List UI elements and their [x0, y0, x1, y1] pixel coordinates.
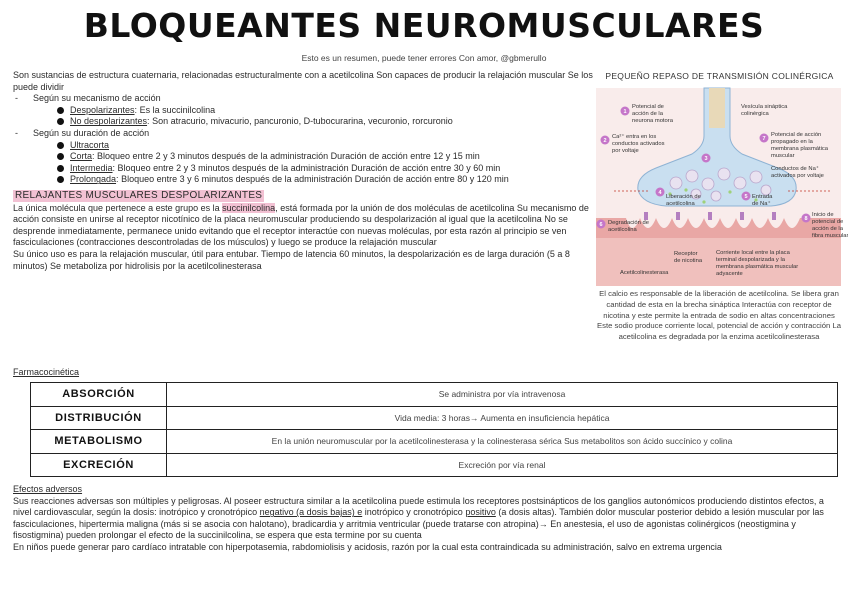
- label-acetylcholinesterase: Acetilcolinesterasa: [620, 270, 669, 276]
- row-value: Vida media: 3 horas→ Aumenta en insuficiencia hepática: [167, 406, 838, 430]
- row-key: DISTRIBUCIÓN: [31, 406, 167, 430]
- row-key: ABSORCIÓN: [31, 383, 167, 407]
- figure-caption: El calcio es responsable de la liberación de acetilcolina. Se libera gran cantidad de esta en la brecha sináptica Interactúa con receptor de nicotina y este permite la entrada de sodio en altas concentraciones Este sodio produce corriente local, potencial de acción y contracción La acetilcolina es degradada por la enzima acetilcolinesterasa: [596, 289, 841, 342]
- synapse-illustration: [596, 88, 848, 286]
- svg-text:7: 7: [762, 136, 766, 142]
- label-nicotinic-receptor: Receptor de nicotina: [674, 251, 703, 264]
- pharmacokinetics-table: [30, 382, 838, 477]
- nicotinic-receptors: [644, 212, 776, 220]
- item-label: Ultracorta: [70, 139, 110, 150]
- depolarizing-paragraph-1: La única molécula que pertenece a este grupo es la succinilcolina, está formada por la unión de dos moléculas de acetilcolina Su mecanismo de acción consiste en unirse al receptor nicotínico de la placa neuromuscular produciendo su despolarización al igual que la acetilcolina No se desprende inmediatamente, permanece unido evitando que el receptor interactúe con nuevas moléculas, por esta razón al principio se ven fasciculaciones (contracciones descontroladas de los músculos) y luego se produce la relajación muscular: [13, 202, 589, 248]
- section-heading-depolarizing: RELAJANTES MUSCULARES DESPOLARIZANTES: [15, 189, 263, 201]
- pharmacokinetics-heading: Farmacocinética: [13, 367, 80, 377]
- left-column: [13, 70, 593, 272]
- positive-effect: positivo: [465, 507, 496, 518]
- adverse-paragraph-2: En niños puede generar paro cardíaco intratable con hiperpotasemia, rabdomiolisis y acidosis, razón por la cual esta contraindicada su administración, salvo en extrema urgencia: [13, 541, 722, 552]
- highlight-succinilcolina: succinilcolina: [222, 202, 276, 213]
- list-item: Prolongada: Bloqueo entre 3 y 6 minutos después de la administración Duración de acción entre 80 y 120 min: [33, 174, 593, 186]
- item-label: Intermedia: [70, 162, 113, 173]
- label-propagated-potential: Potencial de acción propagado en la membrana plasmática muscular: [771, 132, 829, 159]
- table-row: [31, 406, 838, 430]
- svg-text:3: 3: [704, 156, 708, 162]
- depolarizing-paragraph-2: Su único uso es para la relajación muscular, útil para entubar. Tiempo de latencia 60 minutos, la despolarización es de larga duración (5 a 8 minutos) Se metaboliza por hidrolisis por la acetilcolinesterasa: [13, 248, 570, 271]
- item-label: Despolarizantes: [70, 104, 135, 115]
- row-key: METABOLISMO: [31, 430, 167, 454]
- list-item: No despolarizantes: Son atracurio, mivacurio, pancuronio, D-tubocurarina, vecuronio, rorcuronio: [33, 116, 593, 128]
- classification-list: [13, 93, 593, 186]
- row-value: Excreción por vía renal: [167, 453, 838, 477]
- adverse-paragraph-1: Sus reacciones adversas son múltiples y peligrosas. Al poseer estructura similar a la acetilcolina puede estimula los receptores postsinápticos de los ganglios autonómicos produciendo distintos efectos, a nivel cardiovascular, según la dosis: inotrópico y cronotrópico negativo (a dosis bajas) e inotrópico y cronotrópico positivo (a dosis altas). También dolor muscular posterior debido a lesión muscular por las fasciculaciones, hipertermia maligna (más si se asocia con halotano), bradicardia y arritmia ventricular (puede tratarse con atropina)→ En anestesia, el uso de agonistas colinérgicos (neostigmina y fisostigmina) pueden prolongar el efecto de la succinilcolina, se espera que esta termine por su cuenta: [13, 495, 824, 541]
- label-action-potential: Potencial de acción de la neurona motora: [632, 104, 673, 124]
- mechanism-group: [13, 93, 593, 128]
- list-item: Despolarizantes: Es la succinilcolina: [33, 105, 593, 117]
- intro-text: Son sustancias de estructura cuaternaria, relacionadas estructuralmente con a acetilcolina Son capaces de producir la relajación muscular Se los puede dividir: [13, 70, 593, 92]
- list-item: [33, 140, 593, 152]
- item-label: Prolongada: [70, 174, 117, 185]
- label-fiber-potential: Inicio de potencial de acción de la fibra muscular: [812, 212, 848, 239]
- svg-text:2: 2: [603, 138, 607, 144]
- mechanism-heading: Según su mecanismo de acción: [33, 93, 161, 104]
- row-key: EXCRECIÓN: [31, 453, 167, 477]
- item-label: No despolarizantes: [70, 116, 148, 127]
- label-ach-degradation: Degradación de acetilcolina: [608, 220, 649, 233]
- svg-text:4: 4: [658, 190, 662, 196]
- synapse-diagram: [596, 88, 848, 286]
- duration-group: [13, 128, 593, 186]
- subtitle: Esto es un resumen, puede tener errores Con amor, @gbmerullo: [301, 53, 547, 63]
- adverse-effects: [13, 484, 843, 554]
- item-label: Corta: [70, 151, 93, 162]
- item-text: Son atracurio, mivacurio, pancuronio, D-tubocurarina, vecuronio, rorcuronio: [152, 116, 453, 127]
- list-item: Intermedia: Bloqueo entre 2 y 3 minutos después de la administración Duración de acción entre 30 y 60 min: [33, 163, 593, 175]
- table-row: [31, 430, 838, 454]
- page-title: BLOQUEANTES NEUROMUSCULARES: [83, 6, 765, 45]
- negative-effect: negativo (a dosis bajas) e: [259, 507, 363, 518]
- row-value: En la unión neuromuscular por la acetilcolinesterasa y la colinesterasa sérica Sus metabolitos son ácido succínico y colina: [167, 430, 838, 454]
- svg-text:1: 1: [623, 109, 627, 115]
- label-na-entry: Entrada de Na⁺: [752, 194, 773, 207]
- axon-core: [709, 88, 725, 128]
- label-calcium: Ca²⁺ entra en los conductos activados por voltaje: [612, 134, 665, 154]
- label-local-current: Corriente local entre la placa terminal despolarizada y la membrana plasmática muscular adyacente: [716, 250, 799, 277]
- label-ach-release: Liberación de acetilcolina: [666, 194, 701, 207]
- figure-heading: PEQUEÑO REPASO DE TRANSMISIÓN COLINÉRGICA: [605, 71, 834, 81]
- svg-text:8: 8: [804, 216, 808, 222]
- adverse-heading: Efectos adversos: [13, 484, 83, 494]
- svg-text:6: 6: [599, 222, 603, 228]
- table-row: [31, 383, 838, 407]
- item-text: Bloqueo entre 2 y 3 minutos después de la administración Duración de acción entre 30 y 60 min: [117, 162, 501, 173]
- duration-heading: Según su duración de acción: [33, 127, 150, 138]
- label-vesicle: Vesícula sináptica colinérgica: [741, 104, 788, 117]
- row-value: Se administra por vía intravenosa: [167, 383, 838, 407]
- item-text: Es la succinilcolina: [139, 104, 216, 115]
- table-row: [31, 453, 838, 477]
- svg-text:5: 5: [744, 194, 748, 200]
- item-text: Bloqueo entre 2 y 3 minutos después de la administración Duración de acción entre 12 y 15 min: [97, 151, 480, 162]
- label-na-channels: Conductos de Na⁺ activados por voltaje: [771, 166, 824, 179]
- item-text: Bloqueo entre 3 y 6 minutos después de la administración Duración de acción entre 80 y 120 min: [121, 174, 509, 185]
- list-item: Corta: Bloqueo entre 2 y 3 minutos después de la administración Duración de acción entre 12 y 15 min: [33, 151, 593, 163]
